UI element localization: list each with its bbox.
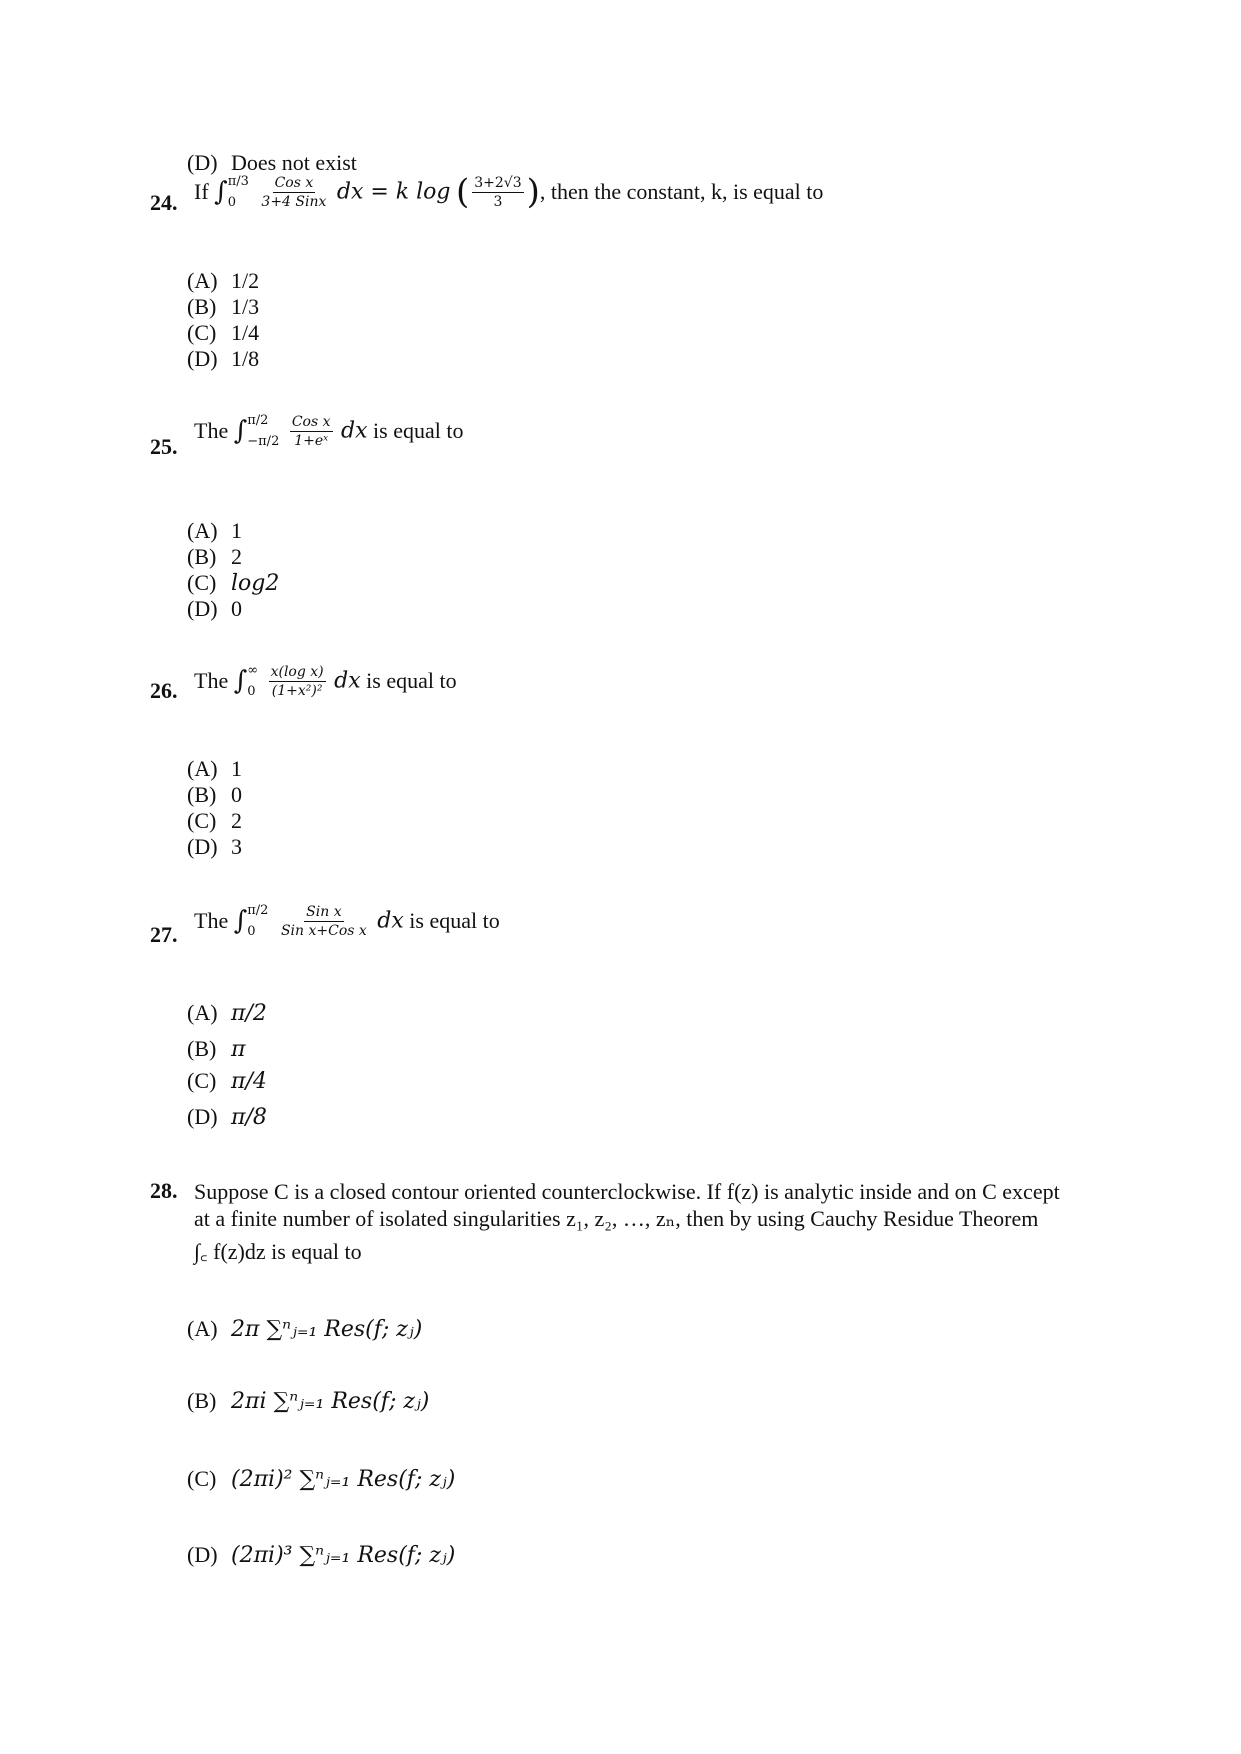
option-text: 1 xyxy=(231,518,242,543)
option-text: (2πi)³ ∑ⁿⱼ₌₁ Res(f; zⱼ) xyxy=(231,1543,456,1568)
q28-option-d xyxy=(187,1542,455,1568)
option-text: (2πi)² ∑ⁿⱼ₌₁ Res(f; zⱼ) xyxy=(231,1467,456,1492)
q25-dx: dx xyxy=(341,418,368,444)
option-label: (C) xyxy=(187,1068,217,1093)
question-26-stem xyxy=(194,664,457,698)
question-28-stem-line-1: Suppose C is a closed contour oriented counterclockwise. If f(z) is analytic inside and on C except xyxy=(194,1179,1060,1204)
q25-numerator: Cos x xyxy=(291,413,331,430)
q26-numerator: x(log x) xyxy=(270,663,324,680)
q26-limits xyxy=(247,664,258,698)
option-label: (B) xyxy=(187,782,217,807)
question-number-27: 27. xyxy=(150,922,178,947)
q25-lead: The xyxy=(194,418,229,443)
q24-option-d xyxy=(187,346,259,372)
q26-option-d xyxy=(187,834,242,860)
q24-tail: , then the constant, k, is equal to xyxy=(539,179,824,204)
integral-sign-icon: ∫ xyxy=(214,177,228,207)
q26-integrand xyxy=(269,665,326,698)
option-label: (D) xyxy=(187,834,218,859)
q24-upper-limit: π/3 xyxy=(227,174,249,189)
q24-lower-limit: 0 xyxy=(227,195,236,210)
option-text: 0 xyxy=(231,782,242,807)
q25-integrand xyxy=(290,415,333,448)
left-paren: ( xyxy=(456,172,470,212)
option-label: (A) xyxy=(187,1316,218,1341)
q27-option-c xyxy=(187,1068,267,1094)
option-label: (A) xyxy=(187,1000,218,1025)
q27-lead: The xyxy=(194,908,229,933)
q26-denominator: (1+x²)² xyxy=(271,682,323,699)
option-text: log2 xyxy=(231,571,280,596)
option-text: π xyxy=(231,1037,246,1062)
q27-option-b xyxy=(187,1036,245,1062)
q25-option-d xyxy=(187,596,242,622)
integral-sign-icon: ∫ xyxy=(233,666,248,696)
option-label: (D) xyxy=(187,346,218,371)
option-label: (C) xyxy=(187,808,217,833)
q25-option-c xyxy=(187,570,279,596)
option-label: (C) xyxy=(187,570,217,595)
q24-limits xyxy=(228,175,249,209)
question-number-24: 24. xyxy=(150,190,178,215)
q24-lead: If xyxy=(194,179,209,204)
option-label: (C) xyxy=(187,1466,217,1491)
q24-log-argument xyxy=(472,176,523,209)
option-label: (A) xyxy=(187,756,218,781)
option-text: 1/3 xyxy=(231,294,260,319)
q24-numerator: Cos x xyxy=(274,174,314,191)
q26-lead: The xyxy=(194,668,229,693)
q24-option-a xyxy=(187,268,259,294)
q24-option-c xyxy=(187,320,259,346)
q26-lower-limit: 0 xyxy=(247,684,256,699)
option-text: 2π ∑ⁿⱼ₌₁ Res(f; zⱼ) xyxy=(231,1317,423,1342)
q27-denominator: Sin x+Cos x xyxy=(280,922,367,939)
q24-denominator: 3+4 Sinx xyxy=(261,193,327,210)
q27-lower-limit: 0 xyxy=(247,924,256,939)
question-number-25: 25. xyxy=(150,434,178,459)
option-label: (C) xyxy=(187,320,217,345)
question-number-28: 28. xyxy=(150,1178,178,1203)
option-text: π/4 xyxy=(231,1069,267,1094)
q24-log-numerator: 3+2√3 xyxy=(474,174,522,191)
q24-option-b xyxy=(187,294,259,320)
q25-option-b xyxy=(187,544,242,570)
option-label: (A) xyxy=(187,268,218,293)
q27-option-d xyxy=(187,1104,267,1130)
question-28-stem-line-3: ∫꜀ f(z)dz is equal to xyxy=(194,1239,362,1264)
q24-log-denominator: 3 xyxy=(493,193,503,210)
q27-integrand xyxy=(279,905,369,938)
option-text: 1/2 xyxy=(231,268,260,293)
option-label: (D) xyxy=(187,1104,218,1129)
q25-tail: is equal to xyxy=(373,418,464,443)
option-text: 1 xyxy=(231,756,242,781)
q27-numerator: Sin x xyxy=(306,903,342,920)
option-label: (D) xyxy=(187,596,218,621)
option-text: π/2 xyxy=(231,1001,267,1026)
q26-upper-limit: ∞ xyxy=(247,663,259,678)
option-text: 0 xyxy=(231,596,242,621)
option-text: π/8 xyxy=(231,1105,267,1130)
q28-option-c xyxy=(187,1466,455,1492)
q27-limits xyxy=(247,904,268,938)
integral-sign-icon: ∫ xyxy=(233,416,248,446)
option-text: 3 xyxy=(231,834,242,859)
q25-denominator: 1+eˣ xyxy=(294,432,329,449)
option-text: 1/8 xyxy=(231,346,260,371)
q25-upper-limit: π/2 xyxy=(247,413,269,428)
q27-option-a xyxy=(187,1000,267,1026)
option-text: 2 xyxy=(231,808,242,833)
q25-lower-limit: −π/2 xyxy=(247,434,280,449)
option-text: 2πi ∑ⁿⱼ₌₁ Res(f; zⱼ) xyxy=(231,1389,430,1414)
q28-option-a xyxy=(187,1316,422,1342)
question-27-stem xyxy=(194,904,500,938)
option-label: (B) xyxy=(187,1036,217,1061)
question-24-stem xyxy=(194,172,823,212)
q24-integrand xyxy=(259,176,328,209)
q26-option-a xyxy=(187,756,242,782)
q26-option-b xyxy=(187,782,242,808)
q28-option-b xyxy=(187,1388,429,1414)
q27-dx: dx xyxy=(377,908,404,934)
option-label: (D) xyxy=(187,1542,218,1567)
question-25-stem xyxy=(194,414,463,448)
right-paren: ) xyxy=(526,172,540,212)
question-28-stem-line-2: at a finite number of isolated singularities z₁, z₂, …, zₙ, then by using Cauchy Residue Theorem xyxy=(194,1206,1039,1231)
question-number-26: 26. xyxy=(150,678,178,703)
option-text: 2 xyxy=(231,544,242,569)
q24-equation: dx = k log xyxy=(336,179,451,205)
option-label: (D) xyxy=(187,150,218,175)
option-text: 1/4 xyxy=(231,320,260,345)
q27-tail: is equal to xyxy=(409,908,500,933)
q25-limits xyxy=(247,414,279,448)
option-label: (B) xyxy=(187,544,217,569)
integral-sign-icon: ∫ xyxy=(233,906,248,936)
option-text: Does not exist xyxy=(231,150,357,175)
q27-upper-limit: π/2 xyxy=(247,903,269,918)
q26-option-c xyxy=(187,808,242,834)
option-label: (B) xyxy=(187,294,217,319)
q26-dx: dx xyxy=(334,668,361,694)
q25-option-a xyxy=(187,518,242,544)
option-label: (A) xyxy=(187,518,218,543)
q26-tail: is equal to xyxy=(366,668,457,693)
option-label: (B) xyxy=(187,1388,217,1413)
